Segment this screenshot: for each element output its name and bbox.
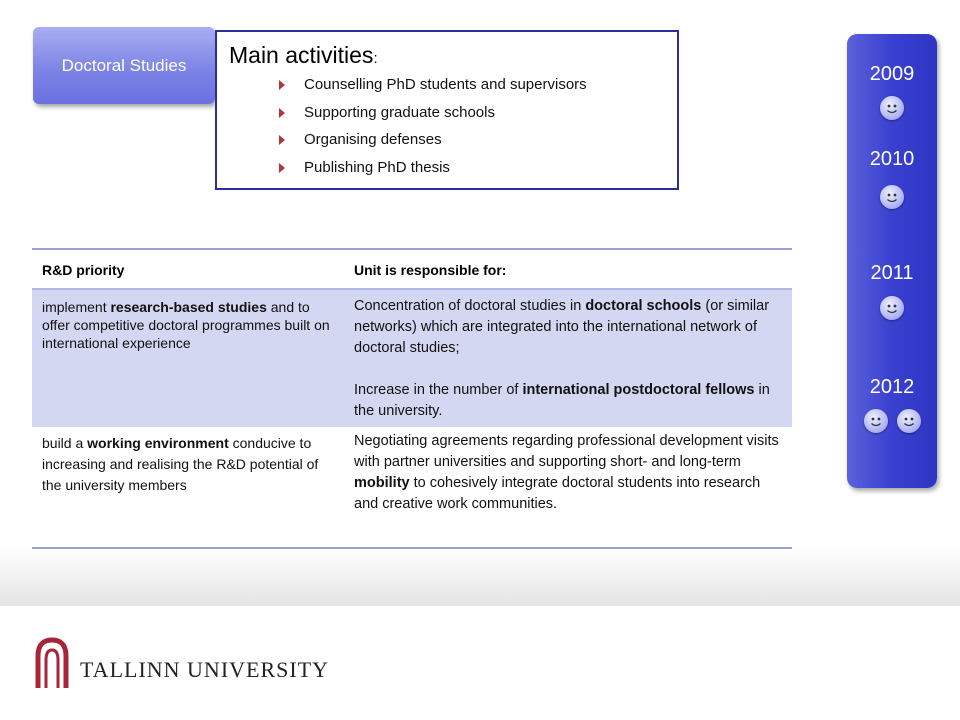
tallinn-university-logo-icon: [34, 636, 70, 695]
university-name: TALLINN UNIVERSITY: [80, 657, 330, 682]
activity-item: Counselling PhD students and supervisors: [279, 76, 587, 104]
main-activities-title: Main activities:: [229, 42, 378, 68]
smiley-icon: [897, 409, 921, 433]
activity-item: Publishing PhD thesis: [279, 159, 587, 187]
footer-band: [0, 548, 960, 606]
activity-item: Supporting graduate schools: [279, 104, 587, 132]
rd-priority-table: [32, 248, 792, 512]
table-header: [32, 248, 792, 290]
header-unit-responsible: Unit is responsible for:: [354, 262, 507, 278]
year-2012: 2012: [869, 376, 915, 398]
bullet-arrow-icon: [279, 80, 285, 90]
bullet-arrow-icon: [279, 163, 285, 173]
priority-cell: implement research-based studies and to offer competitive doctoral programmes built on international experience: [42, 299, 330, 351]
year-2009: 2009: [869, 63, 915, 85]
main-activities-box: [215, 30, 679, 190]
activity-item: Organising defenses: [279, 131, 587, 159]
bullet-arrow-icon: [279, 135, 285, 145]
priority-cell: build a working environment conducive to increasing and realising the R&D potential of the university members: [42, 435, 319, 493]
smiley-icon: [880, 96, 904, 120]
doctoral-studies-tab[interactable]: [33, 27, 215, 104]
smiley-icon: [880, 296, 904, 320]
year-timeline: [847, 34, 937, 488]
activities-list: [279, 76, 587, 186]
header-rd-priority: R&D priority: [42, 262, 125, 278]
title-colon: :: [373, 50, 378, 67]
smiley-icon: [880, 185, 904, 209]
year-2010: 2010: [869, 148, 915, 170]
smiley-icon: [864, 409, 888, 433]
year-2011: 2011: [870, 262, 914, 284]
table-row: [32, 427, 792, 549]
doctoral-studies-label: Doctoral Studies: [61, 55, 187, 75]
responsibility-cell: Negotiating agreements regarding professional development visits with partner universities and supporting short- and long-term mobility to cohesively integrate doctoral students into research and creative work communities.: [354, 433, 779, 512]
bullet-arrow-icon: [279, 108, 285, 118]
table-row: [32, 288, 792, 427]
responsibility-cell: Concentration of doctoral studies in doctoral schools (or similar networks) which are integrated into the international network of doctoral studies;: [354, 298, 770, 356]
responsibility-cell: Increase in the number of international postdoctoral fellows in the university.: [354, 382, 770, 419]
